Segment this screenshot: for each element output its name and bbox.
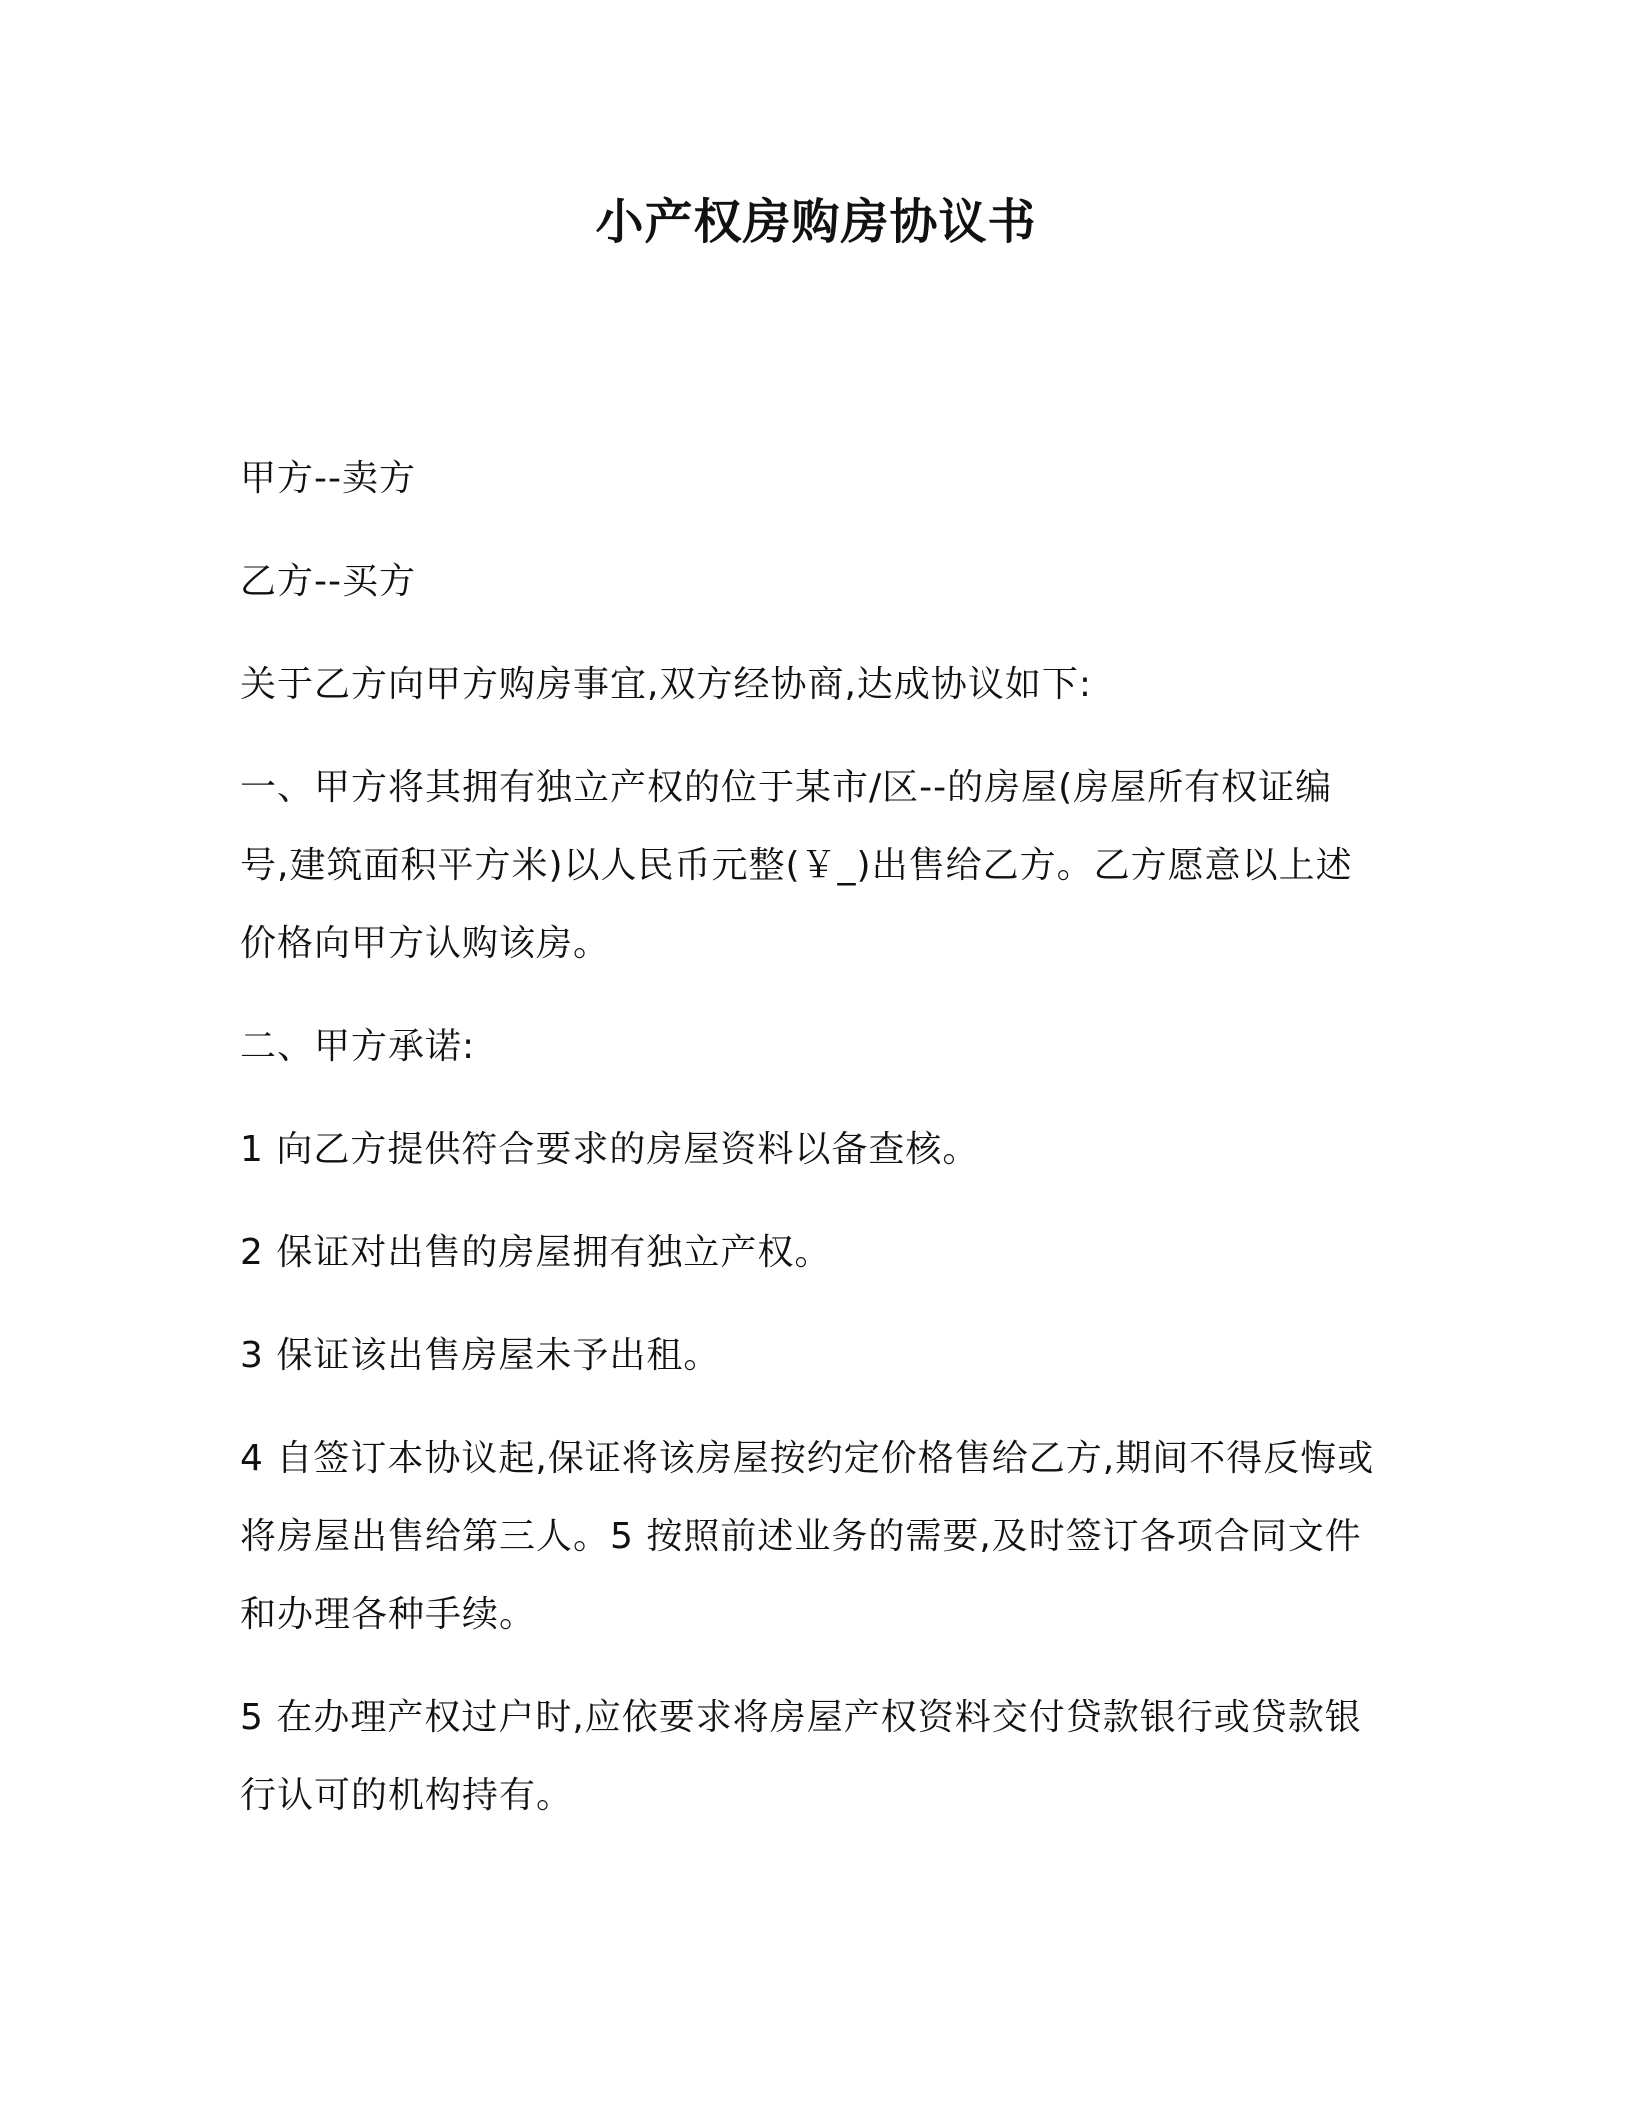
document-title: 小产权房购房协议书	[595, 194, 1037, 250]
clause-one-paragraph: 一、甲方将其拥有独立产权的位于某市/区--的房屋(房屋所有权证编号,建筑面积平方米)以人民币元整(￥_)出售给乙方。乙方愿意以上述价格向甲方认购该房。	[240, 767, 1353, 964]
commitment-item-5: 5 在办理产权过户时,应依要求将房屋产权资料交付贷款银行或贷款银行认可的机构持有。	[240, 1697, 1362, 1816]
document-body	[240, 440, 1380, 1860]
commitment-item-2: 2 保证对出售的房屋拥有独立产权。	[240, 1232, 832, 1273]
clause-two-heading: 二、甲方承诺:	[240, 1026, 476, 1067]
preamble-paragraph: 关于乙方向甲方购房事宜,双方经协商,达成协议如下:	[240, 664, 1093, 705]
commitment-item-4: 4 自签订本协议起,保证将该房屋按约定价格售给乙方,期间不得反悔或将房屋出售给第三人。5 按照前述业务的需要,及时签订各项合同文件和办理各种手续。	[240, 1438, 1375, 1635]
commitment-item-1: 1 向乙方提供符合要求的房屋资料以备查核。	[240, 1129, 980, 1170]
commitment-item-3: 3 保证该出售房屋未予出租。	[240, 1335, 721, 1376]
party-b-line: 乙方--买方	[240, 561, 416, 602]
party-a-line: 甲方--卖方	[240, 458, 416, 499]
